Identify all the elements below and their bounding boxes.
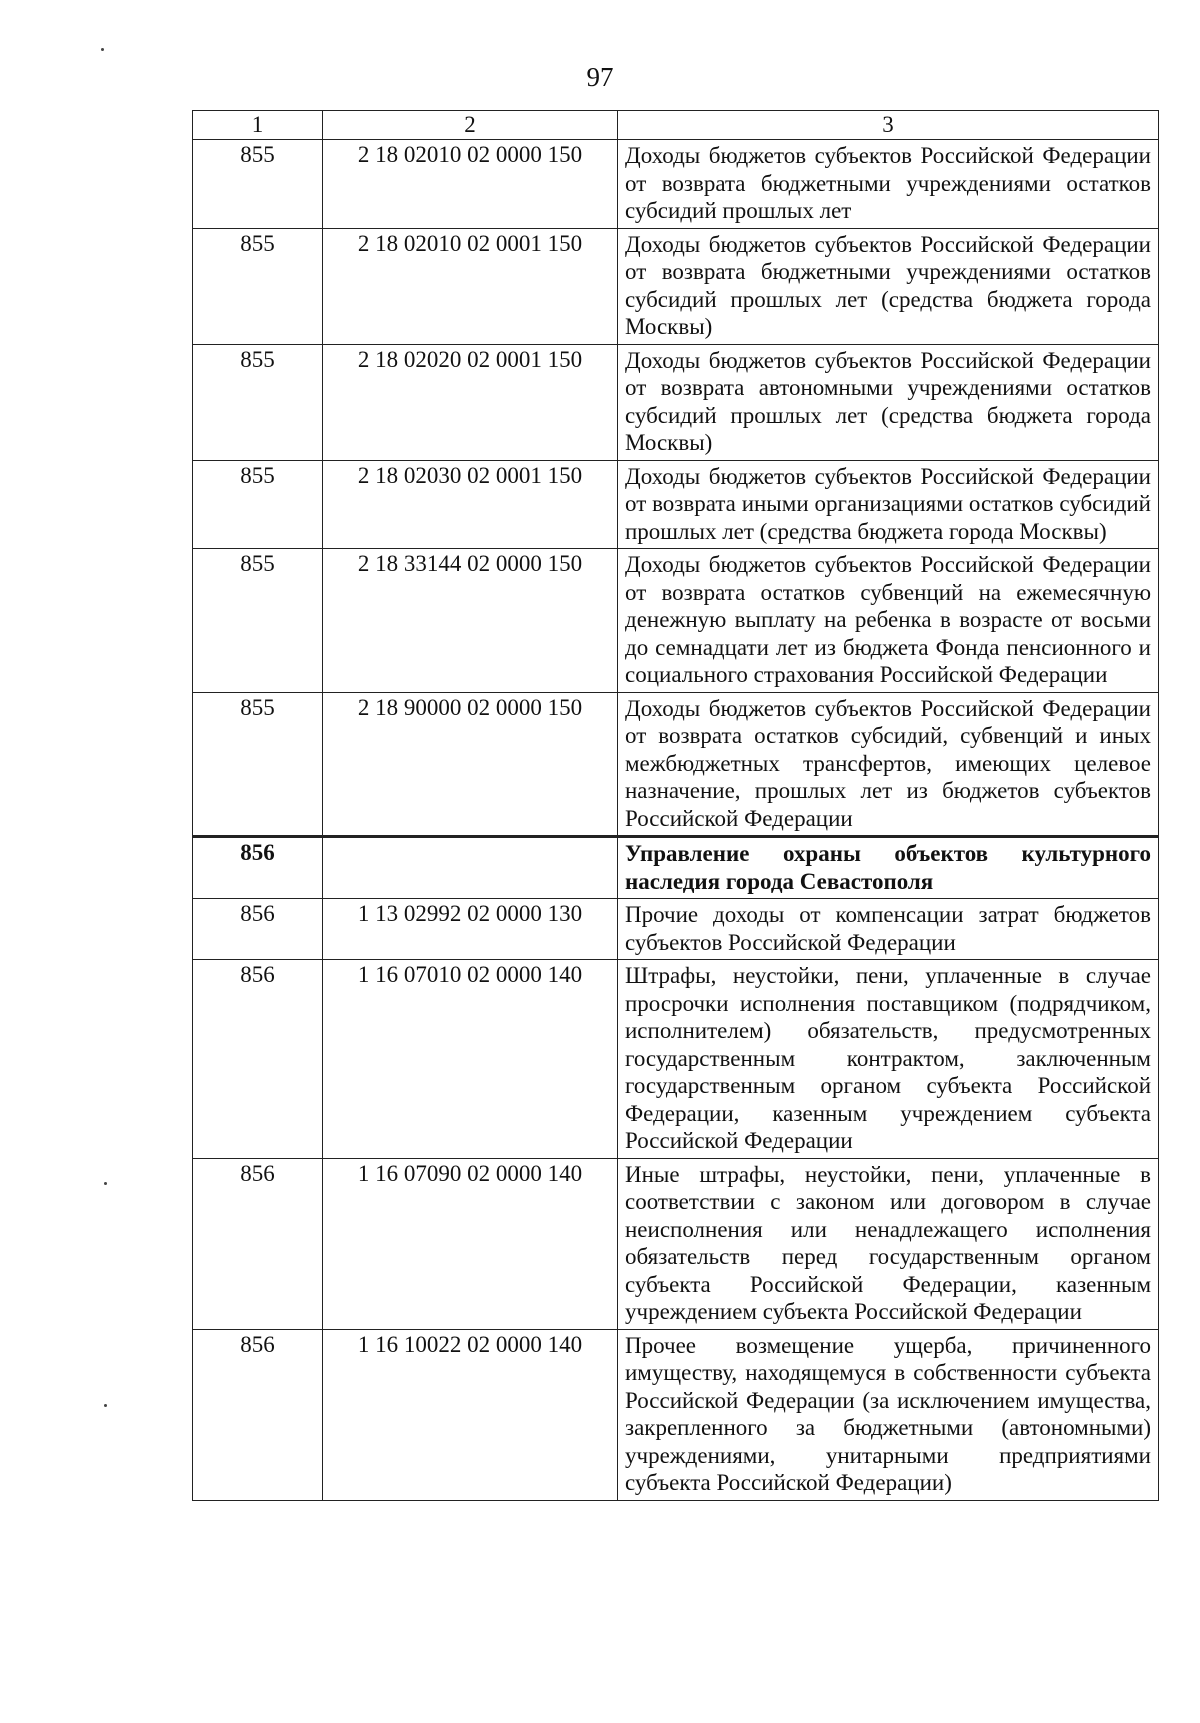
budget-code-cell: 1 16 10022 02 0000 140 xyxy=(323,1329,618,1500)
table-row xyxy=(193,1329,1159,1500)
table-row xyxy=(193,344,1159,460)
description-cell: Доходы бюджетов субъектов Российской Федерации от возврата автономными учреждениями остатков субсидий прошлых лет (средства бюджета города Москвы) xyxy=(618,344,1159,460)
table-row xyxy=(193,228,1159,344)
scan-speck xyxy=(101,48,104,51)
table-row xyxy=(193,460,1159,549)
admin-code-cell: 855 xyxy=(193,549,323,693)
scan-speck xyxy=(104,1182,107,1185)
budget-code-cell: 1 16 07010 02 0000 140 xyxy=(323,960,618,1159)
budget-code-cell: 1 13 02992 02 0000 130 xyxy=(323,899,618,960)
admin-code-cell: 855 xyxy=(193,344,323,460)
description-cell: Штрафы, неустойки, пени, уплаченные в случае просрочки исполнения поставщиком (подрядчиком, исполнителем) обязательств, предусмотренных государственным контрактом, заключенным государственным органом субъекта Российской Федерации, казенным учреждением субъекта Российской Федерации xyxy=(618,960,1159,1159)
budget-code-cell: 2 18 33144 02 0000 150 xyxy=(323,549,618,693)
page-number: 97 xyxy=(586,62,614,92)
description-cell: Доходы бюджетов субъектов Российской Федерации от возврата бюджетными учреждениями остатков субсидий прошлых лет xyxy=(618,140,1159,229)
admin-code-cell: 856 xyxy=(193,1158,323,1329)
table-row xyxy=(193,692,1159,837)
column-header: 1 xyxy=(193,111,323,140)
admin-code-cell: 856 xyxy=(193,960,323,1159)
budget-code-cell: 2 18 02010 02 0001 150 xyxy=(323,228,618,344)
description-cell: Доходы бюджетов субъектов Российской Федерации от возврата остатков субвенций на ежемесячную денежную выплату на ребенка в возрасте от восьми до семнадцати лет из бюджета Фонда пенсионного и социального страхования Российской Федерации xyxy=(618,549,1159,693)
description-cell: Доходы бюджетов субъектов Российской Федерации от возврата бюджетными учреждениями остатков субсидий прошлых лет (средства бюджета города Москвы) xyxy=(618,228,1159,344)
table-row xyxy=(193,140,1159,229)
budget-code-cell xyxy=(323,837,618,899)
description-cell: Прочее возмещение ущерба, причиненного имуществу, находящемуся в собственности субъекта Российской Федерации (за исключением имущества, закрепленного за бюджетными (автономными) учреждениями, унитарными предприятиями субъекта Российской Федерации) xyxy=(618,1329,1159,1500)
table-row xyxy=(193,549,1159,693)
budget-code-cell: 2 18 02010 02 0000 150 xyxy=(323,140,618,229)
table-row xyxy=(193,899,1159,960)
section-header-row xyxy=(193,837,1159,899)
table-header-row xyxy=(193,111,1159,140)
description-cell: Прочие доходы от компенсации затрат бюджетов субъектов Российской Федерации xyxy=(618,899,1159,960)
admin-code-cell: 855 xyxy=(193,140,323,229)
column-header: 3 xyxy=(618,111,1159,140)
column-header: 2 xyxy=(323,111,618,140)
budget-code-cell: 2 18 02020 02 0001 150 xyxy=(323,344,618,460)
budget-code-cell: 2 18 90000 02 0000 150 xyxy=(323,692,618,837)
admin-code-cell: 856 xyxy=(193,899,323,960)
budget-code-cell: 2 18 02030 02 0001 150 xyxy=(323,460,618,549)
description-cell: Иные штрафы, неустойки, пени, уплаченные в соответствии с законом или договором в случае неисполнения или ненадлежащего исполнения обязательств перед государственным органом субъекта Российской Федерации, казенным учреждением субъекта Российской Федерации xyxy=(618,1158,1159,1329)
description-cell: Доходы бюджетов субъектов Российской Федерации от возврата иными организациями остатков субсидий прошлых лет (средства бюджета города Москвы) xyxy=(618,460,1159,549)
admin-code-cell: 856 xyxy=(193,1329,323,1500)
admin-code-cell: 855 xyxy=(193,228,323,344)
table-row xyxy=(193,1158,1159,1329)
revenue-codes-table xyxy=(192,110,1159,1501)
description-cell: Управление охраны объектов культурного наследия города Севастополя xyxy=(618,837,1159,899)
scan-speck xyxy=(104,1404,107,1407)
admin-code-cell: 855 xyxy=(193,460,323,549)
admin-code-cell: 855 xyxy=(193,692,323,837)
table-row xyxy=(193,960,1159,1159)
budget-code-cell: 1 16 07090 02 0000 140 xyxy=(323,1158,618,1329)
description-cell: Доходы бюджетов субъектов Российской Федерации от возврата остатков субсидий, субвенций и иных межбюджетных трансфертов, имеющих целевое назначение, прошлых лет из бюджетов субъектов Российской Федерации xyxy=(618,692,1159,837)
admin-code-cell: 856 xyxy=(193,837,323,899)
